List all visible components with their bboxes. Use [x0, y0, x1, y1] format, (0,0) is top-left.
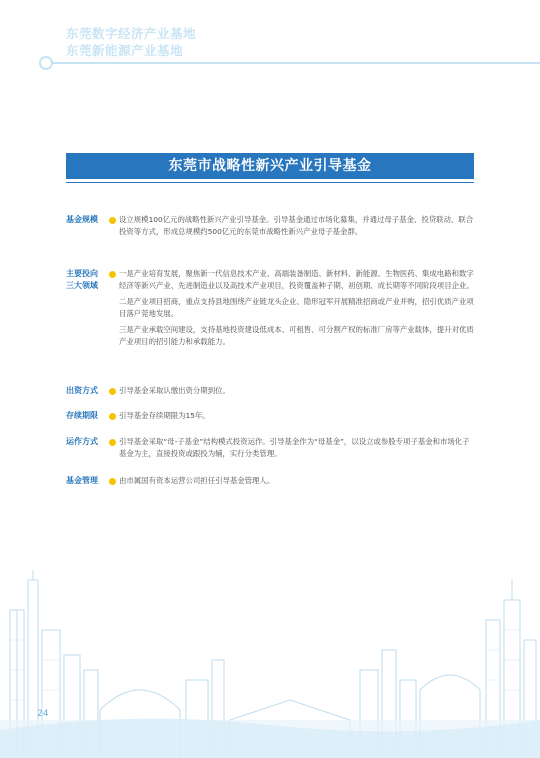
- bullet-icon: [109, 439, 116, 446]
- section-paragraph: 引导基金采取认缴出资分期到位。: [119, 386, 230, 395]
- section-paragraph: 三是产业承载空间建设，支持基地投资建设低成本、可租售、可分割产权的标准厂房等产业载体，提升对优质产业项目的招引能力和承载能力。: [119, 325, 474, 346]
- section-paragraph: 二是产业项目招商，重点支持县地围绕产业链龙头企业、隐形冠军开展精准招商或产业并购，招引优质产业项目落户莞地发展。: [119, 297, 474, 318]
- section-label: [66, 214, 106, 226]
- section-paragraph: 引导基金存续期限为15年。: [119, 411, 210, 420]
- section-label-line: 存续期限: [66, 411, 98, 420]
- section-body: [119, 475, 475, 491]
- header-rule: [46, 62, 540, 64]
- section-body: [119, 385, 475, 401]
- section-paragraph: 设立规模100亿元的战略性新兴产业引导基金。引导基金通过市场化募集，并通过母子基金、投贷联动、联合投资等方式，形成总规模约500亿元的东莞市战略性新兴产业母子基金群。: [119, 215, 474, 236]
- bullet-icon: [109, 388, 116, 395]
- bullet-icon: [109, 271, 116, 278]
- section-label-line: 主要投向: [66, 269, 98, 278]
- section-body: [119, 268, 475, 352]
- section-label: [66, 436, 106, 448]
- page-header: [0, 0, 540, 70]
- section-label: [66, 385, 106, 397]
- bullet-icon: [109, 217, 116, 224]
- page-number: 24: [37, 709, 49, 719]
- header-title-line1: 东莞数字经济产业基地: [66, 26, 197, 41]
- section-label-line: 三大领域: [66, 281, 98, 290]
- section-label-line: 基金规模: [66, 215, 98, 224]
- page-title: 东莞市战略性新兴产业引导基金: [66, 153, 474, 179]
- bullet-icon: [109, 413, 116, 420]
- section-paragraph: 引导基金采取“母-子基金”结构模式投资运作。引导基金作为“母基金”，以设立或参股专项子基金和市场化子基金为主，直接投资或跟投为辅，实行分类管理。: [119, 437, 470, 458]
- section-paragraph: 一是产业培育发展，聚焦新一代信息技术产业、高端装备制造、新材料、新能源、生物医药、集成电路和数字经济等新兴产业、先进制造业以及高技术产业项目，投资覆盖种子期、初创期、成长期等不同阶段项目企业。: [119, 269, 474, 290]
- section-label: [66, 268, 106, 292]
- bullet-icon: [109, 478, 116, 485]
- section-paragraph: 由市属国有资本运营公司担任引导基金管理人。: [119, 476, 275, 485]
- header-title-line2: 东莞新能源产业基地: [66, 43, 184, 58]
- section-body: [119, 214, 475, 242]
- section-label-line: 运作方式: [66, 437, 98, 446]
- section-body: [119, 410, 475, 426]
- section-label-line: 基金管理: [66, 476, 98, 485]
- city-skyline-illustration: [0, 560, 540, 758]
- title-underline: [66, 182, 474, 183]
- section-label-line: 出资方式: [66, 386, 98, 395]
- header-circle-marker: [39, 56, 53, 70]
- section-body: [119, 436, 475, 464]
- section-label: [66, 410, 106, 422]
- section-label: [66, 475, 106, 487]
